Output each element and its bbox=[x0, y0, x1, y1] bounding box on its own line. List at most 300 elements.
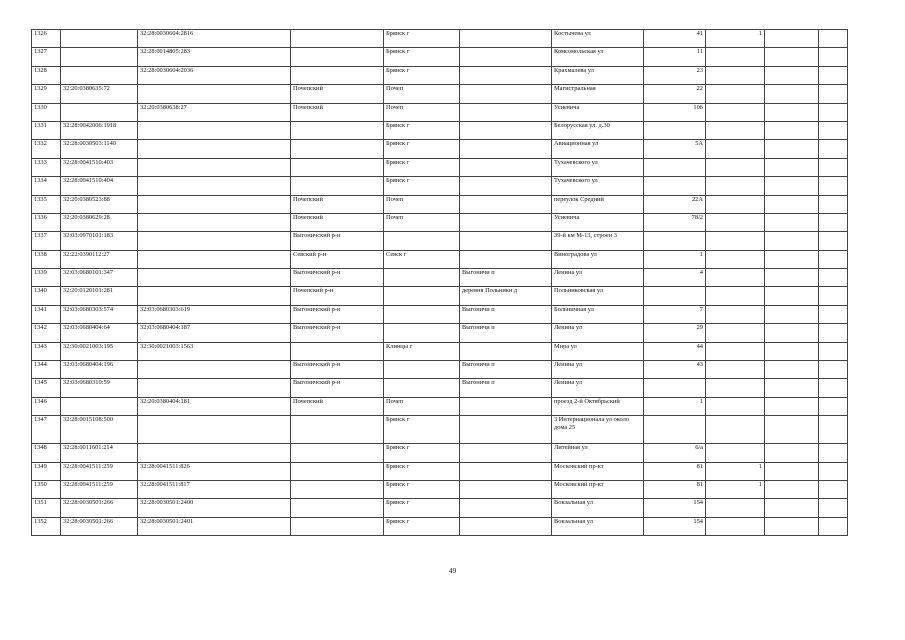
settlement-cell bbox=[460, 480, 552, 498]
related-cadastral-number-cell bbox=[138, 232, 291, 250]
cadastral-number-cell: 32:03:0680404:196 bbox=[61, 361, 138, 379]
extra-cell-2 bbox=[819, 324, 848, 342]
related-cadastral-number-cell bbox=[138, 416, 291, 444]
table-row bbox=[32, 517, 848, 535]
city-cell: Севск г bbox=[384, 250, 460, 268]
extra-cell-2 bbox=[819, 232, 848, 250]
house-number-cell bbox=[644, 416, 706, 444]
settlement-cell bbox=[460, 250, 552, 268]
extra-cell-1 bbox=[765, 287, 819, 305]
settlement-cell: Выгоничи п bbox=[460, 361, 552, 379]
settlement-cell bbox=[460, 462, 552, 480]
table-row bbox=[32, 250, 848, 268]
cadastral-number-cell bbox=[61, 30, 138, 48]
building-cell bbox=[706, 121, 765, 139]
extra-cell-1 bbox=[765, 361, 819, 379]
building-cell bbox=[706, 232, 765, 250]
house-number-cell: 22А bbox=[644, 195, 706, 213]
table-row bbox=[32, 480, 848, 498]
building-cell bbox=[706, 269, 765, 287]
district-cell bbox=[291, 177, 384, 195]
city-cell: Почеп bbox=[384, 397, 460, 415]
related-cadastral-number-cell: 32:20:0380404:181 bbox=[138, 397, 291, 415]
table-row bbox=[32, 195, 848, 213]
cadastral-number-cell: 32:03:0680404:64 bbox=[61, 324, 138, 342]
cadastral-number-cell bbox=[61, 48, 138, 66]
building-cell bbox=[706, 250, 765, 268]
district-cell: Почепский bbox=[291, 195, 384, 213]
row-number-cell: 1351 bbox=[32, 499, 61, 517]
cadastral-number-cell: 32:30:0021003:195 bbox=[61, 342, 138, 360]
house-number-cell: 41 bbox=[644, 30, 706, 48]
settlement-cell bbox=[460, 103, 552, 121]
related-cadastral-number-cell: 32:28:0030501:2401 bbox=[138, 517, 291, 535]
house-number-cell: 1 bbox=[644, 397, 706, 415]
extra-cell-2 bbox=[819, 361, 848, 379]
extra-cell-2 bbox=[819, 287, 848, 305]
table-row bbox=[32, 462, 848, 480]
table-row bbox=[32, 232, 848, 250]
city-cell: Брянск г bbox=[384, 177, 460, 195]
row-number-cell: 1340 bbox=[32, 287, 61, 305]
city-cell: Брянск г bbox=[384, 517, 460, 535]
cadastral-number-cell: 32:22:0390112:27 bbox=[61, 250, 138, 268]
district-cell bbox=[291, 462, 384, 480]
settlement-cell bbox=[460, 213, 552, 231]
extra-cell-2 bbox=[819, 462, 848, 480]
house-number-cell: 81 bbox=[644, 480, 706, 498]
district-cell: Выгоничский р-н bbox=[291, 269, 384, 287]
house-number-cell: 154 bbox=[644, 499, 706, 517]
building-cell bbox=[706, 85, 765, 103]
extra-cell-1 bbox=[765, 195, 819, 213]
related-cadastral-number-cell bbox=[138, 213, 291, 231]
cadastral-number-cell: 32:28:0042006:1918 bbox=[61, 121, 138, 139]
street-cell: Вокзальная ул bbox=[552, 499, 644, 517]
district-cell: Севский р-н bbox=[291, 250, 384, 268]
extra-cell-1 bbox=[765, 48, 819, 66]
extra-cell-1 bbox=[765, 250, 819, 268]
extra-cell-1 bbox=[765, 232, 819, 250]
district-cell bbox=[291, 48, 384, 66]
row-number-cell: 1352 bbox=[32, 517, 61, 535]
street-cell: Ленина ул bbox=[552, 379, 644, 397]
street-cell: Костычева ул bbox=[552, 30, 644, 48]
row-number-cell: 1342 bbox=[32, 324, 61, 342]
street-cell: Комсомольская ул bbox=[552, 48, 644, 66]
row-number-cell: 1334 bbox=[32, 177, 61, 195]
building-cell bbox=[706, 213, 765, 231]
building-cell bbox=[706, 324, 765, 342]
settlement-cell bbox=[460, 48, 552, 66]
street-cell: Тухачевского ул bbox=[552, 158, 644, 176]
city-cell: Брянск г bbox=[384, 140, 460, 158]
related-cadastral-number-cell: 32:28:0030501:2400 bbox=[138, 499, 291, 517]
district-cell: Почепский р-н bbox=[291, 287, 384, 305]
cadastral-number-cell: 32:20:0380635:72 bbox=[61, 85, 138, 103]
city-cell: Брянск г bbox=[384, 462, 460, 480]
district-cell bbox=[291, 499, 384, 517]
city-cell: Клинцы г bbox=[384, 342, 460, 360]
street-cell: Авиационная ул bbox=[552, 140, 644, 158]
extra-cell-2 bbox=[819, 499, 848, 517]
table-row bbox=[32, 103, 848, 121]
extra-cell-2 bbox=[819, 30, 848, 48]
settlement-cell bbox=[460, 121, 552, 139]
table-row bbox=[32, 177, 848, 195]
street-cell: Усиевича bbox=[552, 103, 644, 121]
settlement-cell bbox=[460, 85, 552, 103]
extra-cell-1 bbox=[765, 517, 819, 535]
related-cadastral-number-cell: 32:20:0380638:27 bbox=[138, 103, 291, 121]
extra-cell-2 bbox=[819, 269, 848, 287]
street-cell: Белорусская ул. д.30 bbox=[552, 121, 644, 139]
settlement-cell bbox=[460, 140, 552, 158]
city-cell bbox=[384, 269, 460, 287]
table-row bbox=[32, 85, 848, 103]
street-cell: Усиевича bbox=[552, 213, 644, 231]
cadastral-number-cell: 32:28:0041511:259 bbox=[61, 462, 138, 480]
cadastral-number-cell: 32:28:0041510:404 bbox=[61, 177, 138, 195]
house-number-cell: 11 bbox=[644, 48, 706, 66]
extra-cell-1 bbox=[765, 324, 819, 342]
settlement-cell: деревня Польники д bbox=[460, 287, 552, 305]
street-cell: Ленина ул bbox=[552, 269, 644, 287]
building-cell bbox=[706, 287, 765, 305]
cadastral-number-cell: 32:28:0030501:266 bbox=[61, 517, 138, 535]
extra-cell-1 bbox=[765, 66, 819, 84]
house-number-cell bbox=[644, 379, 706, 397]
table-row bbox=[32, 66, 848, 84]
building-cell bbox=[706, 342, 765, 360]
table-row bbox=[32, 213, 848, 231]
city-cell bbox=[384, 361, 460, 379]
city-cell: Почеп bbox=[384, 85, 460, 103]
row-number-cell: 1333 bbox=[32, 158, 61, 176]
settlement-cell bbox=[460, 499, 552, 517]
house-number-cell: 22 bbox=[644, 85, 706, 103]
district-cell: Почепский bbox=[291, 85, 384, 103]
extra-cell-2 bbox=[819, 66, 848, 84]
extra-cell-2 bbox=[819, 177, 848, 195]
city-cell bbox=[384, 232, 460, 250]
row-number-cell: 1346 bbox=[32, 397, 61, 415]
cadastral-number-cell: 32:28:0041511:259 bbox=[61, 480, 138, 498]
extra-cell-1 bbox=[765, 140, 819, 158]
cadastral-number-cell: 32:03:0680310:59 bbox=[61, 379, 138, 397]
table-row bbox=[32, 48, 848, 66]
extra-cell-1 bbox=[765, 342, 819, 360]
row-number-cell: 1344 bbox=[32, 361, 61, 379]
related-cadastral-number-cell: 32:30:0021003:1563 bbox=[138, 342, 291, 360]
street-cell: Вокзальная ул bbox=[552, 517, 644, 535]
district-cell bbox=[291, 66, 384, 84]
table-row bbox=[32, 342, 848, 360]
street-cell: Крахмалева ул bbox=[552, 66, 644, 84]
cadastral-number-cell bbox=[61, 397, 138, 415]
settlement-cell bbox=[460, 66, 552, 84]
city-cell: Брянск г bbox=[384, 499, 460, 517]
street-cell: Тухачевского ул bbox=[552, 177, 644, 195]
district-cell bbox=[291, 444, 384, 462]
row-number-cell: 1335 bbox=[32, 195, 61, 213]
city-cell: Брянск г bbox=[384, 121, 460, 139]
house-number-cell: 1 bbox=[644, 250, 706, 268]
street-cell: 39-й км М-13, строен 3 bbox=[552, 232, 644, 250]
settlement-cell bbox=[460, 416, 552, 444]
street-cell: Польниковская ул bbox=[552, 287, 644, 305]
district-cell: Почепский bbox=[291, 213, 384, 231]
extra-cell-1 bbox=[765, 213, 819, 231]
extra-cell-1 bbox=[765, 480, 819, 498]
row-number-cell: 1345 bbox=[32, 379, 61, 397]
related-cadastral-number-cell bbox=[138, 158, 291, 176]
extra-cell-2 bbox=[819, 250, 848, 268]
row-number-cell: 1339 bbox=[32, 269, 61, 287]
cadastral-number-cell: 32:28:0030501:266 bbox=[61, 499, 138, 517]
extra-cell-1 bbox=[765, 499, 819, 517]
city-cell: Почеп bbox=[384, 103, 460, 121]
cadastral-number-cell: 32:03:0680101:347 bbox=[61, 269, 138, 287]
house-number-cell bbox=[644, 177, 706, 195]
city-cell: Брянск г bbox=[384, 480, 460, 498]
extra-cell-1 bbox=[765, 305, 819, 323]
row-number-cell: 1336 bbox=[32, 213, 61, 231]
street-cell: Литейная ул bbox=[552, 444, 644, 462]
district-cell: Выгоничский р-н bbox=[291, 324, 384, 342]
related-cadastral-number-cell bbox=[138, 177, 291, 195]
related-cadastral-number-cell bbox=[138, 269, 291, 287]
house-number-cell: 81 bbox=[644, 462, 706, 480]
city-cell bbox=[384, 379, 460, 397]
row-number-cell: 1341 bbox=[32, 305, 61, 323]
house-number-cell: 78/2 bbox=[644, 213, 706, 231]
extra-cell-2 bbox=[819, 342, 848, 360]
cadastral-number-cell: 32:28:0041510:403 bbox=[61, 158, 138, 176]
city-cell: Брянск г bbox=[384, 48, 460, 66]
related-cadastral-number-cell bbox=[138, 379, 291, 397]
district-cell: Выгоничский р-н bbox=[291, 305, 384, 323]
district-cell bbox=[291, 342, 384, 360]
settlement-cell: Выгоничи п bbox=[460, 269, 552, 287]
building-cell bbox=[706, 305, 765, 323]
table-row bbox=[32, 379, 848, 397]
row-number-cell: 1349 bbox=[32, 462, 61, 480]
city-cell bbox=[384, 287, 460, 305]
settlement-cell bbox=[460, 444, 552, 462]
cadastral-number-cell: 32:28:0030503:1140 bbox=[61, 140, 138, 158]
row-number-cell: 1338 bbox=[32, 250, 61, 268]
house-number-cell: 29 bbox=[644, 324, 706, 342]
extra-cell-2 bbox=[819, 85, 848, 103]
extra-cell-2 bbox=[819, 397, 848, 415]
city-cell: Брянск г bbox=[384, 66, 460, 84]
building-cell bbox=[706, 66, 765, 84]
extra-cell-2 bbox=[819, 140, 848, 158]
extra-cell-2 bbox=[819, 305, 848, 323]
extra-cell-2 bbox=[819, 416, 848, 444]
city-cell bbox=[384, 305, 460, 323]
related-cadastral-number-cell: 32:28:0030604:2036 bbox=[138, 66, 291, 84]
table-row bbox=[32, 444, 848, 462]
city-cell: Брянск г bbox=[384, 416, 460, 444]
row-number-cell: 1327 bbox=[32, 48, 61, 66]
extra-cell-1 bbox=[765, 85, 819, 103]
row-number-cell: 1348 bbox=[32, 444, 61, 462]
registry-table bbox=[31, 29, 848, 536]
street-cell: Московский пр-кт bbox=[552, 480, 644, 498]
house-number-cell bbox=[644, 158, 706, 176]
street-cell: Ленина ул bbox=[552, 361, 644, 379]
building-cell bbox=[706, 177, 765, 195]
related-cadastral-number-cell bbox=[138, 85, 291, 103]
house-number-cell: 106 bbox=[644, 103, 706, 121]
settlement-cell bbox=[460, 517, 552, 535]
street-cell: Московский пр-кт bbox=[552, 462, 644, 480]
related-cadastral-number-cell bbox=[138, 140, 291, 158]
table-row bbox=[32, 499, 848, 517]
building-cell bbox=[706, 444, 765, 462]
district-cell: Выгоничский р-н bbox=[291, 361, 384, 379]
building-cell bbox=[706, 195, 765, 213]
table-row bbox=[32, 287, 848, 305]
cadastral-number-cell bbox=[61, 103, 138, 121]
street-cell: Магистральная bbox=[552, 85, 644, 103]
table-row bbox=[32, 140, 848, 158]
building-cell: 1 bbox=[706, 480, 765, 498]
related-cadastral-number-cell bbox=[138, 195, 291, 213]
district-cell bbox=[291, 158, 384, 176]
extra-cell-1 bbox=[765, 462, 819, 480]
building-cell: 1 bbox=[706, 30, 765, 48]
table-row bbox=[32, 30, 848, 48]
extra-cell-1 bbox=[765, 416, 819, 444]
extra-cell-1 bbox=[765, 397, 819, 415]
house-number-cell bbox=[644, 121, 706, 139]
extra-cell-1 bbox=[765, 379, 819, 397]
extra-cell-1 bbox=[765, 177, 819, 195]
extra-cell-2 bbox=[819, 379, 848, 397]
house-number-cell: 6/а bbox=[644, 444, 706, 462]
table-body bbox=[32, 30, 848, 536]
city-cell bbox=[384, 324, 460, 342]
extra-cell-2 bbox=[819, 48, 848, 66]
building-cell bbox=[706, 140, 765, 158]
street-cell: проезд 2-й Октябрьский bbox=[552, 397, 644, 415]
extra-cell-1 bbox=[765, 269, 819, 287]
settlement-cell bbox=[460, 177, 552, 195]
street-cell: 3 Интернационала ул около дома 25 bbox=[552, 416, 644, 444]
table-row bbox=[32, 397, 848, 415]
house-number-cell: 44 bbox=[644, 342, 706, 360]
house-number-cell: 23 bbox=[644, 66, 706, 84]
building-cell bbox=[706, 416, 765, 444]
table-row bbox=[32, 416, 848, 444]
row-number-cell: 1329 bbox=[32, 85, 61, 103]
extra-cell-2 bbox=[819, 517, 848, 535]
row-number-cell: 1350 bbox=[32, 480, 61, 498]
extra-cell-1 bbox=[765, 30, 819, 48]
extra-cell-2 bbox=[819, 121, 848, 139]
cadastral-number-cell: 32:20:0120101:281 bbox=[61, 287, 138, 305]
row-number-cell: 1330 bbox=[32, 103, 61, 121]
house-number-cell: 7 bbox=[644, 305, 706, 323]
row-number-cell: 1328 bbox=[32, 66, 61, 84]
building-cell: 1 bbox=[706, 462, 765, 480]
city-cell: Почеп bbox=[384, 195, 460, 213]
row-number-cell: 1343 bbox=[32, 342, 61, 360]
extra-cell-2 bbox=[819, 103, 848, 121]
table-row bbox=[32, 361, 848, 379]
extra-cell-2 bbox=[819, 213, 848, 231]
related-cadastral-number-cell: 32:03:0680404:187 bbox=[138, 324, 291, 342]
house-number-cell: 154 bbox=[644, 517, 706, 535]
district-cell bbox=[291, 416, 384, 444]
extra-cell-2 bbox=[819, 480, 848, 498]
settlement-cell: Выгоничи п bbox=[460, 324, 552, 342]
related-cadastral-number-cell: 32:28:0041511:817 bbox=[138, 480, 291, 498]
settlement-cell bbox=[460, 232, 552, 250]
cadastral-number-cell: 32:28:0015108:500 bbox=[61, 416, 138, 444]
related-cadastral-number-cell bbox=[138, 121, 291, 139]
cadastral-number-cell: 32:03:0970101:183 bbox=[61, 232, 138, 250]
table-row bbox=[32, 158, 848, 176]
related-cadastral-number-cell bbox=[138, 287, 291, 305]
cadastral-number-cell bbox=[61, 66, 138, 84]
district-cell bbox=[291, 480, 384, 498]
table-row bbox=[32, 324, 848, 342]
house-number-cell: 5А bbox=[644, 140, 706, 158]
district-cell bbox=[291, 121, 384, 139]
table-row bbox=[32, 305, 848, 323]
extra-cell-2 bbox=[819, 195, 848, 213]
related-cadastral-number-cell: 32:28:0030604:2816 bbox=[138, 30, 291, 48]
extra-cell-1 bbox=[765, 103, 819, 121]
extra-cell-1 bbox=[765, 444, 819, 462]
cadastral-number-cell: 32:28:0011601:214 bbox=[61, 444, 138, 462]
extra-cell-2 bbox=[819, 158, 848, 176]
building-cell bbox=[706, 379, 765, 397]
row-number-cell: 1326 bbox=[32, 30, 61, 48]
extra-cell-1 bbox=[765, 158, 819, 176]
building-cell bbox=[706, 397, 765, 415]
street-cell: Виноградова ул bbox=[552, 250, 644, 268]
cadastral-number-cell: 32:03:0680303:574 bbox=[61, 305, 138, 323]
related-cadastral-number-cell bbox=[138, 361, 291, 379]
house-number-cell: 43 bbox=[644, 361, 706, 379]
settlement-cell: Выгоничи п bbox=[460, 305, 552, 323]
district-cell: Выгоничский р-н bbox=[291, 379, 384, 397]
district-cell bbox=[291, 30, 384, 48]
related-cadastral-number-cell bbox=[138, 444, 291, 462]
row-number-cell: 1347 bbox=[32, 416, 61, 444]
street-cell: переулок Средний bbox=[552, 195, 644, 213]
settlement-cell bbox=[460, 195, 552, 213]
building-cell bbox=[706, 103, 765, 121]
related-cadastral-number-cell: 32:28:0041511:826 bbox=[138, 462, 291, 480]
extra-cell-2 bbox=[819, 444, 848, 462]
house-number-cell bbox=[644, 287, 706, 305]
table-row bbox=[32, 121, 848, 139]
city-cell: Брянск г bbox=[384, 158, 460, 176]
related-cadastral-number-cell bbox=[138, 250, 291, 268]
street-cell: Ленина ул bbox=[552, 324, 644, 342]
district-cell bbox=[291, 140, 384, 158]
street-cell: Больничная ул bbox=[552, 305, 644, 323]
row-number-cell: 1331 bbox=[32, 121, 61, 139]
building-cell bbox=[706, 158, 765, 176]
building-cell bbox=[706, 517, 765, 535]
